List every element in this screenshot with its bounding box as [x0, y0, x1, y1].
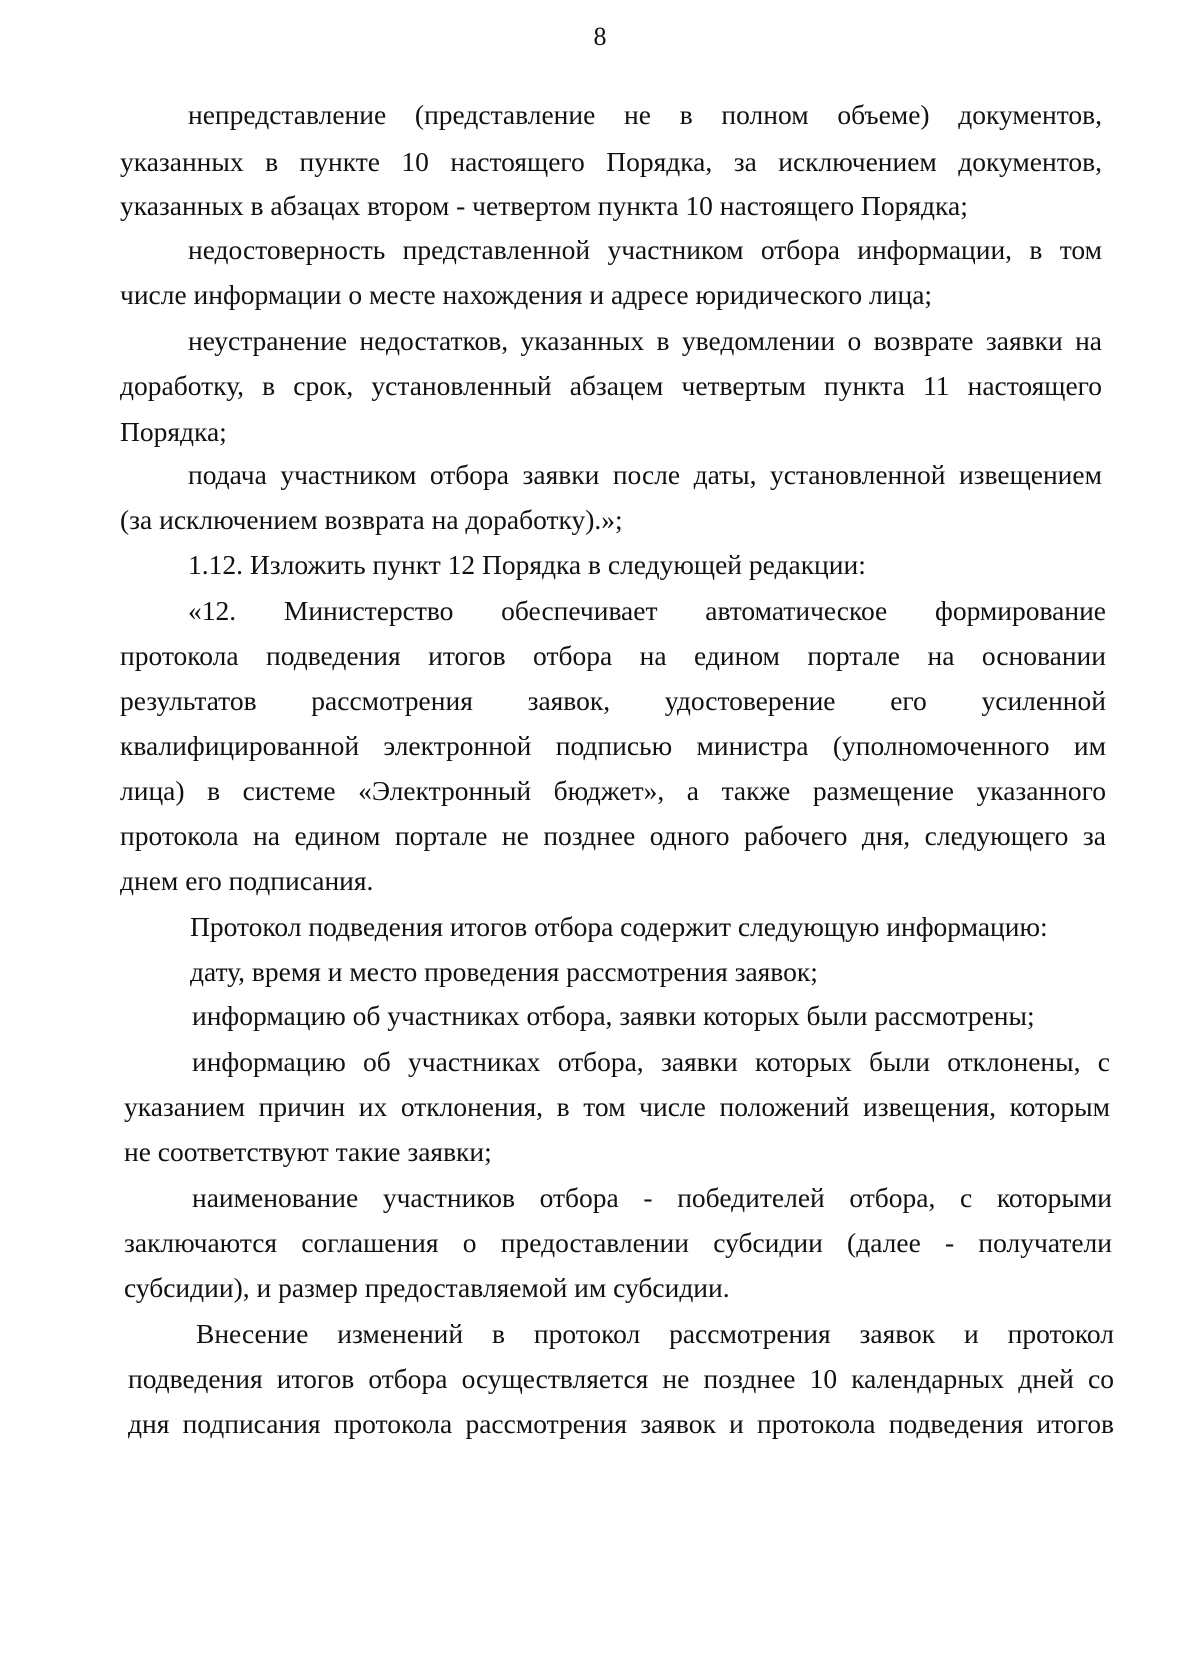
text-line: информацию об участниках отбора, заявки которых были отклонены, с: [192, 1046, 1110, 1077]
text-line: «12. Министерство обеспечивает автоматическое формирование: [188, 595, 1106, 626]
text-line: лица) в системе «Электронный бюджет», а также размещение указанного: [120, 775, 1106, 806]
text-line: указанных в пункте 10 настоящего Порядка, за исключением документов,: [120, 146, 1102, 177]
text-line: непредставление (представление не в полном объеме) документов,: [188, 99, 1102, 130]
text-line: наименование участников отбора - победителей отбора, с которыми: [192, 1182, 1112, 1213]
text-line: протокола на едином портале не позднее одного рабочего дня, следующего за: [120, 820, 1106, 851]
text-line: указанием причин их отклонения, в том числе положений извещения, которым: [124, 1091, 1110, 1122]
text-line: днем его подписания.: [120, 865, 374, 896]
text-line: квалифицированной электронной подписью министра (уполномоченного им: [120, 730, 1106, 761]
text-line: не соответствуют такие заявки;: [124, 1136, 492, 1167]
text-line: субсидии), и размер предоставляемой им субсидии.: [124, 1272, 730, 1303]
text-line: доработку, в срок, установленный абзацем четвертым пункта 11 настоящего: [120, 370, 1102, 401]
page-number: 8: [593, 22, 607, 51]
text-line: дату, время и место проведения рассмотрения заявок;: [190, 956, 818, 987]
text-line: заключаются соглашения о предоставлении субсидии (далее - получатели: [124, 1227, 1112, 1258]
text-line: недостоверность представленной участником отбора информации, в том: [188, 234, 1102, 265]
text-line: подведения итогов отбора осуществляется не позднее 10 календарных дней со: [128, 1363, 1114, 1394]
text-line: протокола подведения итогов отбора на едином портале на основании: [120, 640, 1106, 671]
text-line: 1.12. Изложить пункт 12 Порядка в следующей редакции:: [188, 549, 866, 580]
text-line: Протокол подведения итогов отбора содержит следующую информацию:: [190, 911, 1048, 942]
text-line: неустранение недостатков, указанных в уведомлении о возврате заявки на: [188, 325, 1102, 356]
text-line: (за исключением возврата на доработку).»;: [120, 504, 623, 535]
text-line: информацию об участниках отбора, заявки которых были рассмотрены;: [192, 1000, 1035, 1031]
text-line: Внесение изменений в протокол рассмотрения заявок и протокол: [196, 1318, 1114, 1349]
text-line: указанных в абзацах втором - четвертом пункта 10 настоящего Порядка;: [120, 190, 968, 221]
text-line: числе информации о месте нахождения и адресе юридического лица;: [120, 279, 933, 310]
text-line: подача участником отбора заявки после даты, установленной извещением: [188, 459, 1102, 490]
text-line: Порядка;: [120, 416, 227, 447]
text-line: дня подписания протокола рассмотрения заявок и протокола подведения итогов: [128, 1408, 1114, 1439]
text-line: результатов рассмотрения заявок, удостоверение его усиленной: [120, 685, 1106, 716]
